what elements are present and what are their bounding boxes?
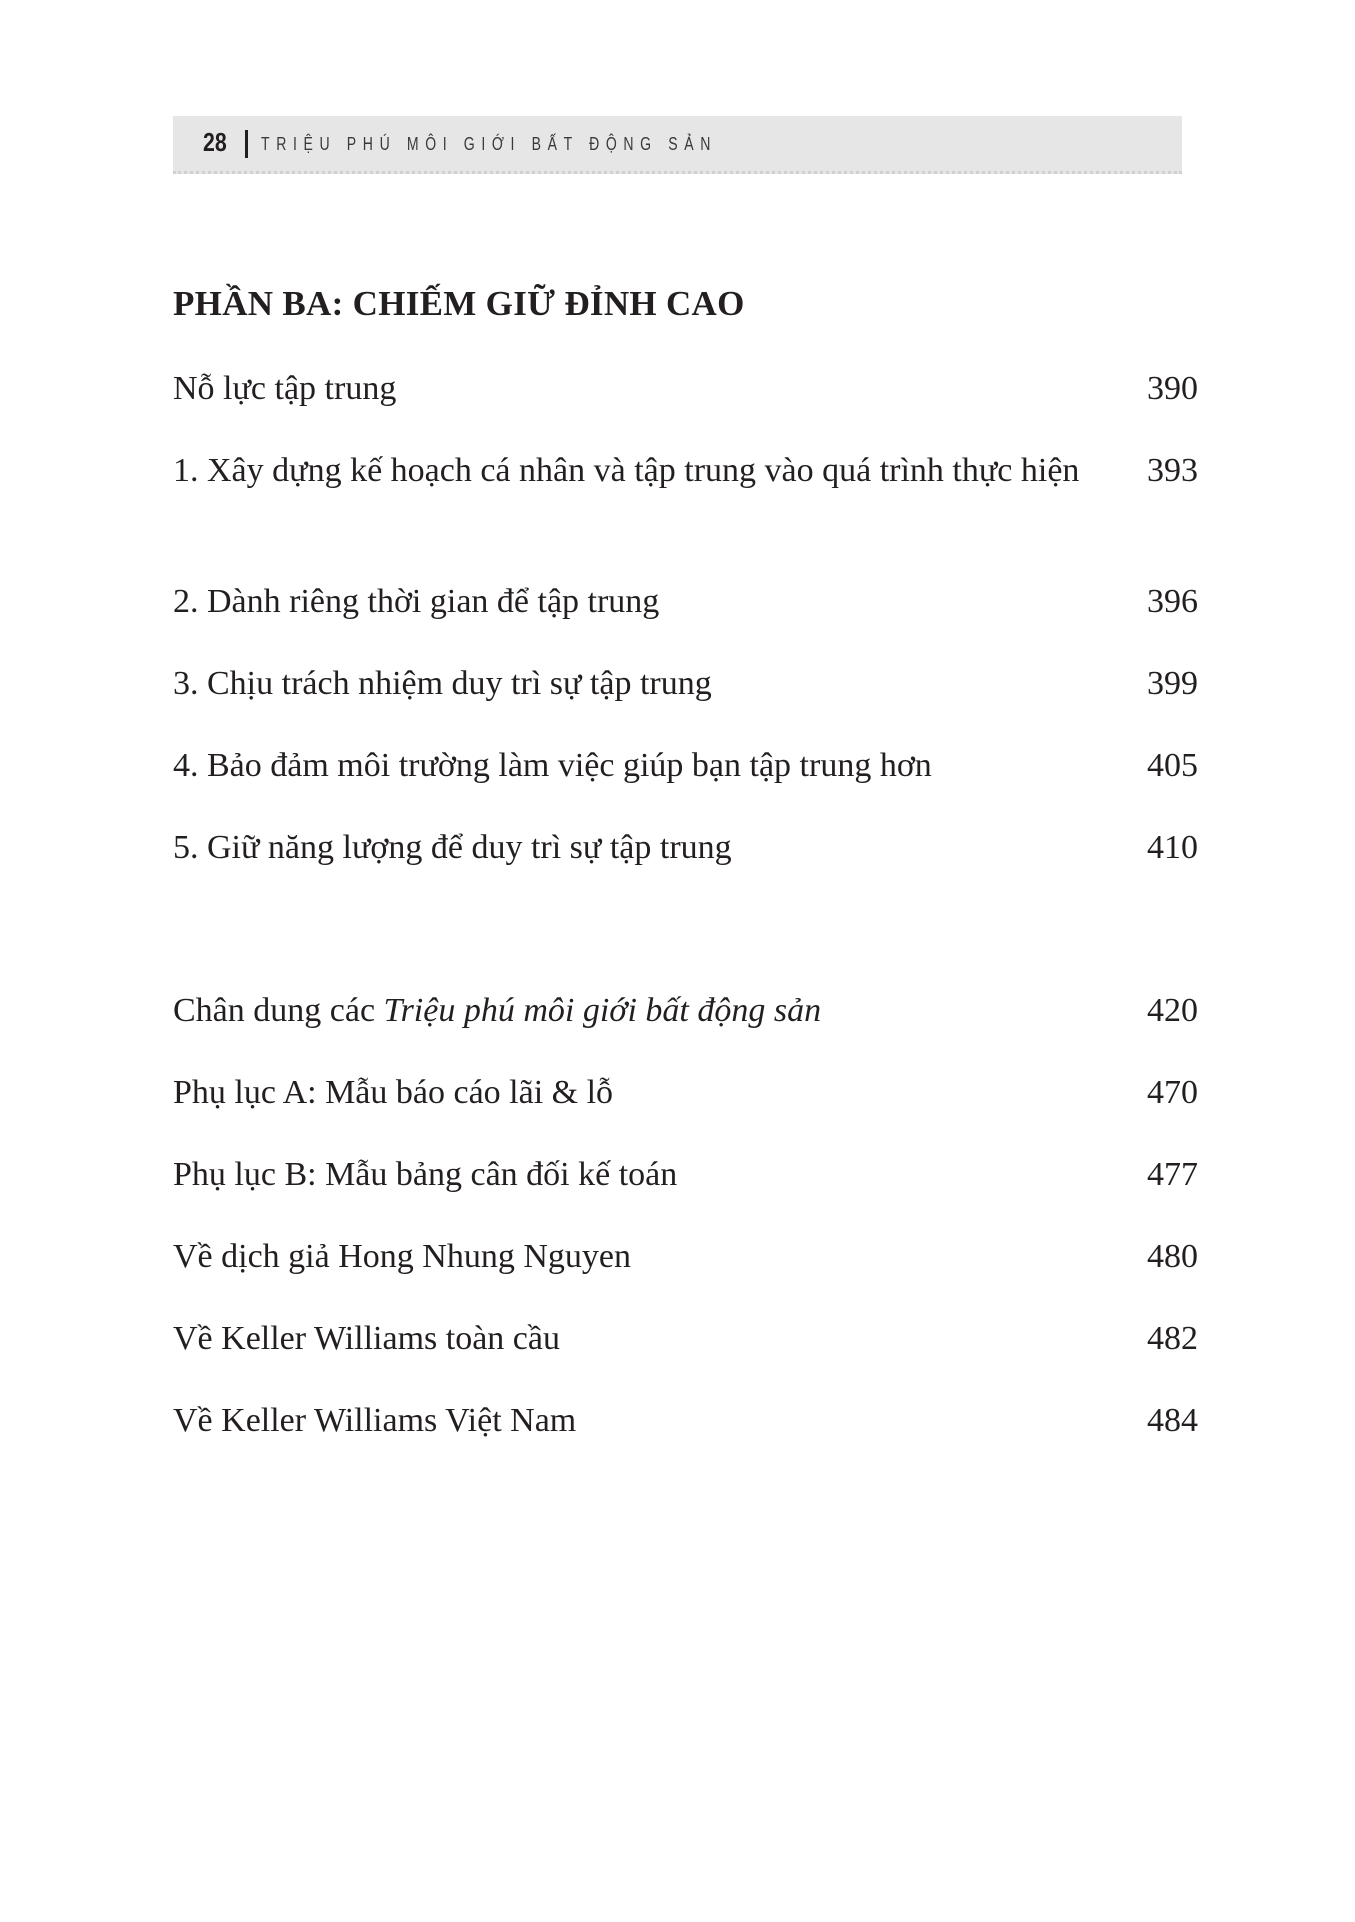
toc-entry-page: 470 bbox=[1147, 1074, 1198, 1111]
header-divider bbox=[245, 130, 248, 158]
toc-entry-title bbox=[173, 986, 821, 1036]
toc-entry-title: Về dịch giả Hong Nhung Nguyen bbox=[173, 1238, 631, 1275]
part-heading: PHẦN BA: CHIẾM GIỮ ĐỈNH CAO bbox=[173, 284, 745, 323]
toc-entry-page: 390 bbox=[1147, 370, 1198, 407]
toc-entry-page: 410 bbox=[1147, 829, 1198, 866]
toc-entry-page: 405 bbox=[1147, 747, 1198, 784]
toc-entry-title-prefix: Chân dung các bbox=[173, 992, 384, 1029]
toc-entry-3 bbox=[173, 659, 1198, 709]
toc-entry-page: 399 bbox=[1147, 665, 1198, 702]
toc-entry-page: 484 bbox=[1147, 1402, 1198, 1439]
toc-entry-title: Về Keller Williams toàn cầu bbox=[173, 1320, 560, 1357]
toc-entry-kw-vietnam bbox=[173, 1396, 1198, 1446]
toc-entry-title: 2. Dành riêng thời gian để tập trung bbox=[173, 583, 660, 620]
toc-entry-1 bbox=[173, 446, 1198, 496]
toc-entry-title: 4. Bảo đảm môi trường làm việc giúp bạn tập trung hơn bbox=[173, 747, 932, 784]
toc-entry-title: Phụ lục B: Mẫu bảng cân đối kế toán bbox=[173, 1156, 678, 1193]
toc-entry-title-italic: Triệu phú môi giới bất động sản bbox=[383, 992, 822, 1029]
toc-entry-title: Về Keller Williams Việt Nam bbox=[173, 1402, 577, 1439]
toc-entry-page: 480 bbox=[1147, 1238, 1198, 1275]
toc-entry-page: 477 bbox=[1147, 1156, 1198, 1193]
toc-entry-portraits bbox=[173, 986, 1198, 1036]
toc-entry-title: 3. Chịu trách nhiệm duy trì sự tập trung bbox=[173, 665, 712, 702]
toc-entry-2 bbox=[173, 577, 1198, 627]
toc-entry-title: 5. Giữ năng lượng để duy trì sự tập trung bbox=[173, 829, 732, 866]
toc-entry-title: Nỗ lực tập trung bbox=[173, 370, 397, 407]
page-number: 28 bbox=[203, 127, 227, 157]
toc-entry-title: Phụ lục A: Mẫu báo cáo lãi & lỗ bbox=[173, 1074, 614, 1111]
toc-entry-appendix-b bbox=[173, 1150, 1198, 1200]
toc-entry-page: 396 bbox=[1147, 583, 1198, 620]
toc-entry-intro bbox=[173, 364, 1198, 414]
toc-entry-translator bbox=[173, 1232, 1198, 1282]
toc-entry-5 bbox=[173, 823, 1198, 873]
toc-entry-appendix-a bbox=[173, 1068, 1198, 1118]
toc-entry-title: 1. Xây dựng kế hoạch cá nhân và tập trung vào quá trình thực hiện bbox=[173, 452, 1080, 489]
toc-entry-kw-global bbox=[173, 1314, 1198, 1364]
toc-entry-4 bbox=[173, 741, 1198, 791]
toc-entry-page: 393 bbox=[1147, 452, 1198, 489]
toc-entry-page: 420 bbox=[1147, 992, 1198, 1029]
book-title: TRIỆU PHÚ MÔI GIỚI BẤT ĐỘNG SẢN bbox=[261, 134, 718, 154]
toc-entry-page: 482 bbox=[1147, 1320, 1198, 1357]
running-header bbox=[173, 116, 1182, 174]
